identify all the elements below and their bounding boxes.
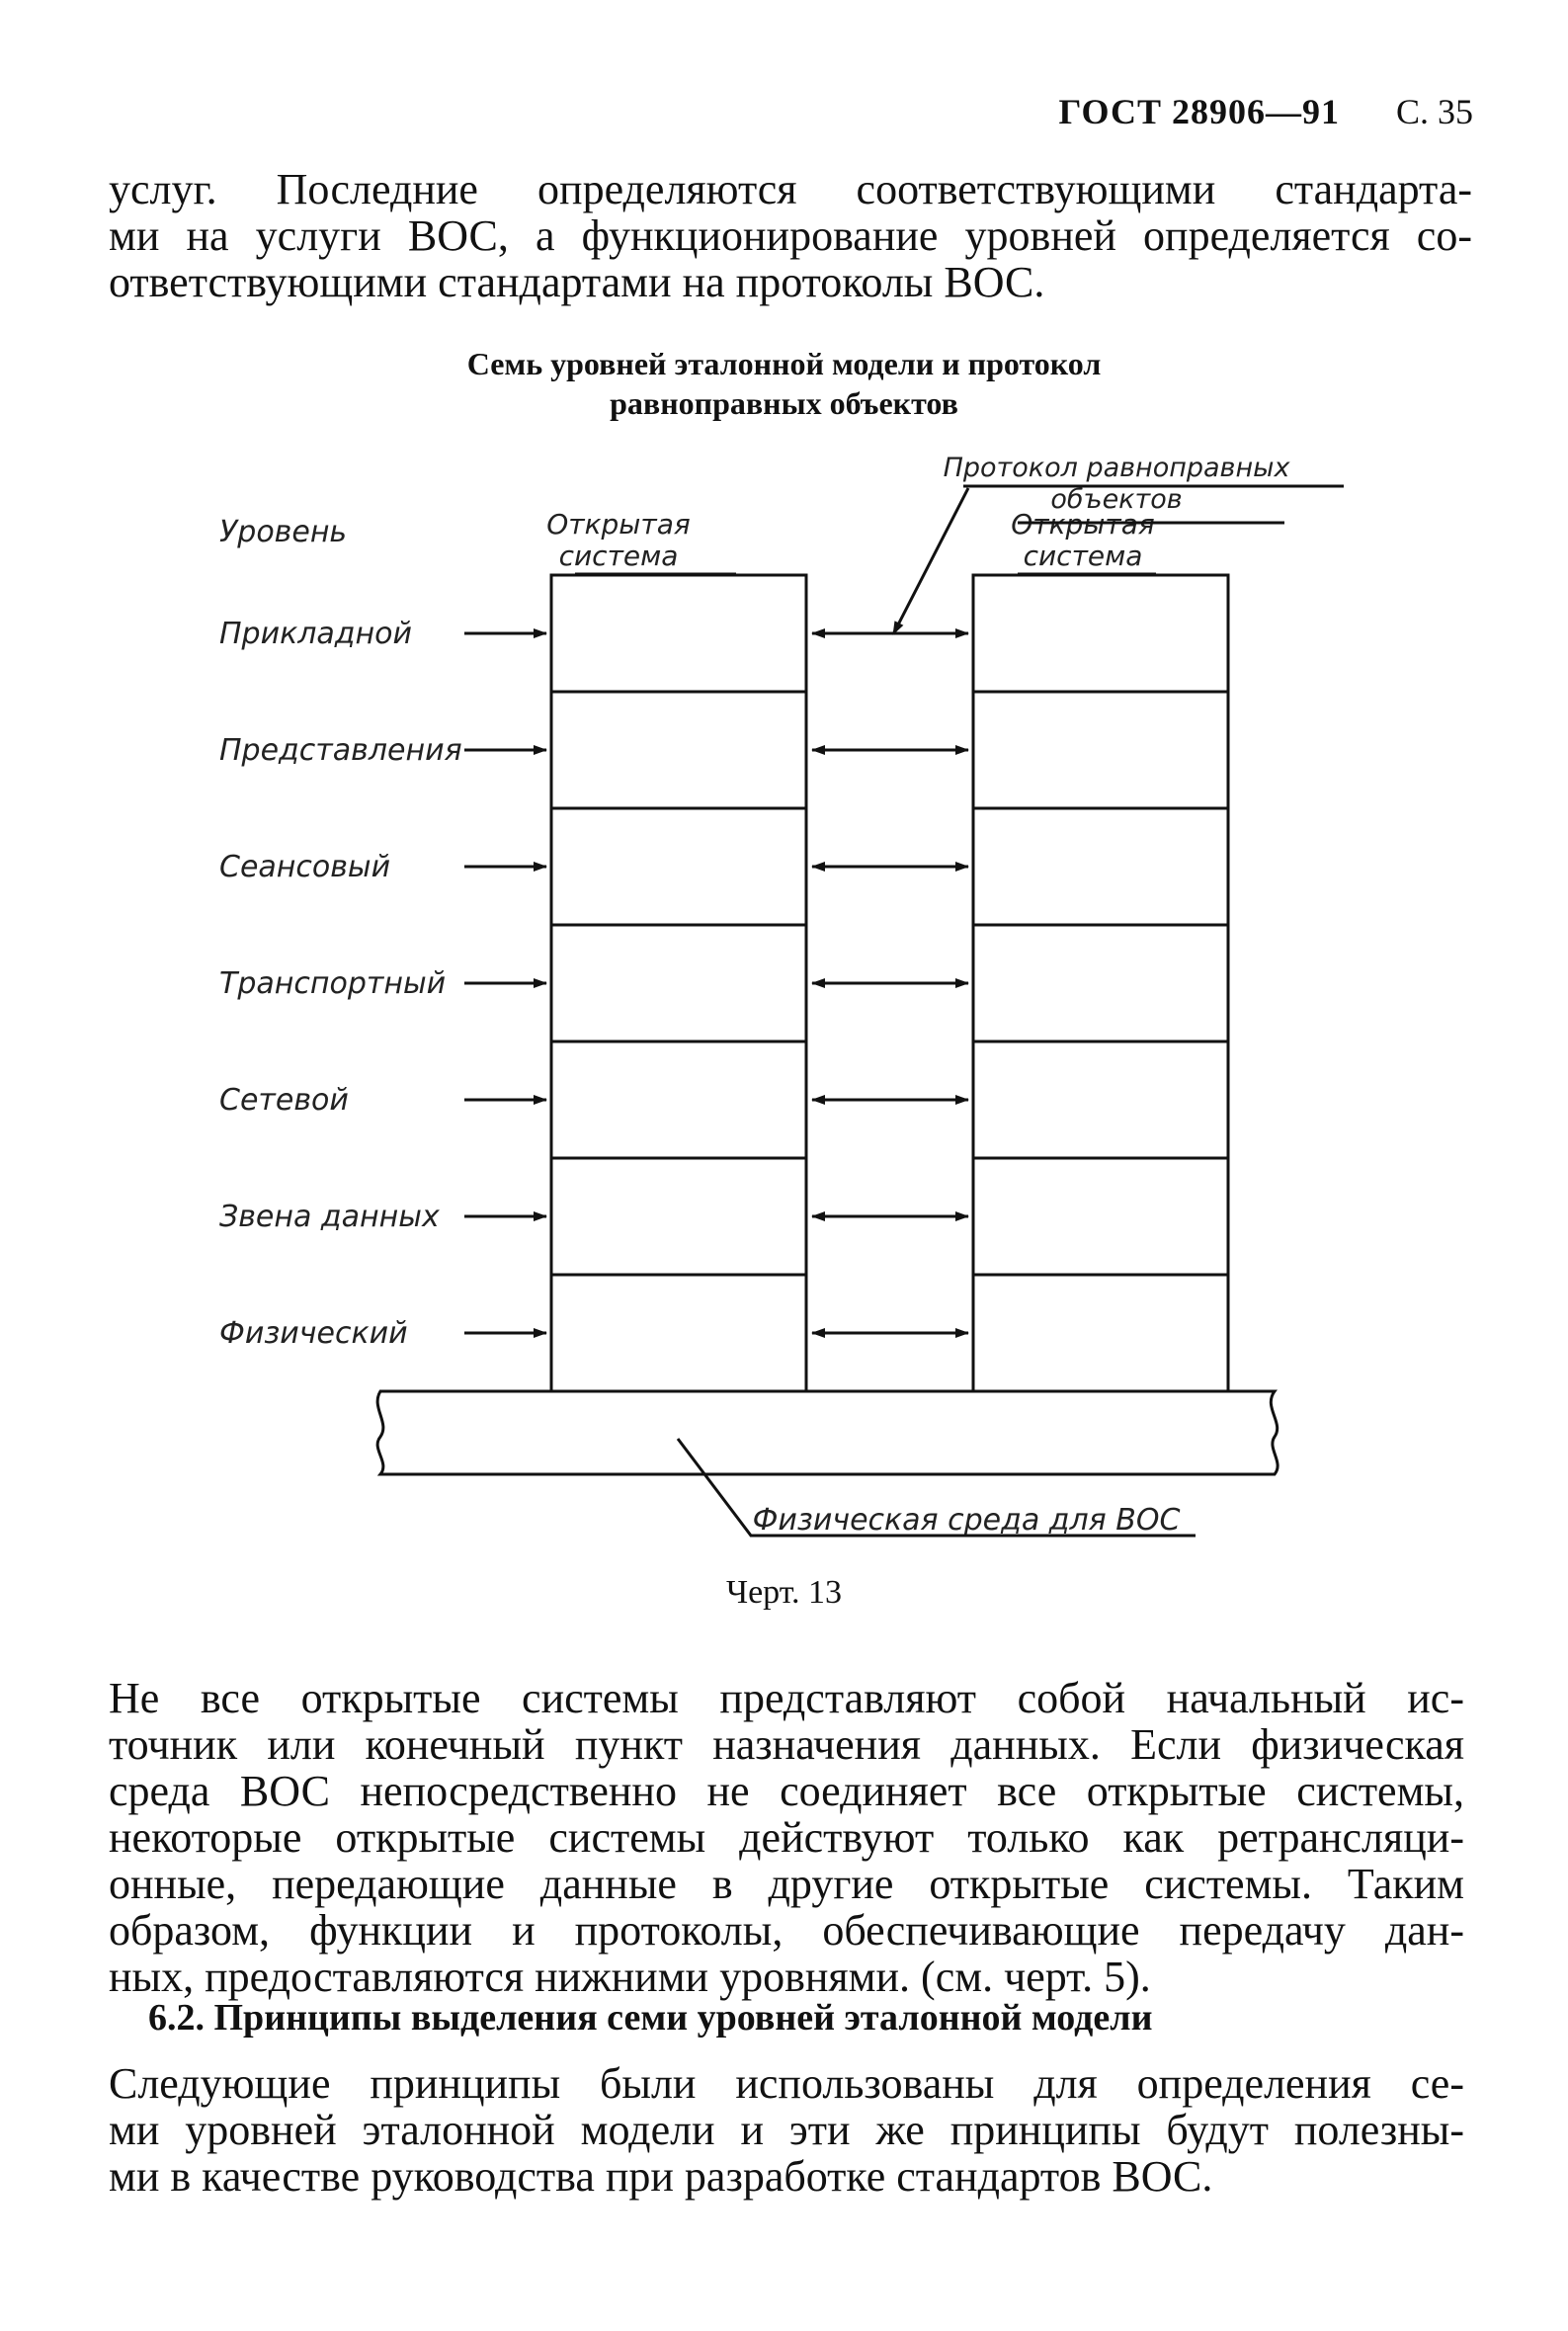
medium-label: Физическая среда для ВОС xyxy=(752,1503,1181,1538)
paragraph-line: некоторые открытые системы действуют только как ретрансляци- xyxy=(109,1813,1464,1862)
system-left-label: система xyxy=(558,540,679,572)
protocol-label: Протокол равноправных xyxy=(943,453,1290,483)
system-left-label: Открытая xyxy=(546,508,691,541)
paragraph-line: ми уровней эталонной модели и эти же принципы будут полезны- xyxy=(109,2106,1464,2154)
system-right-label: Открытая xyxy=(1011,508,1155,541)
paragraph-line: ответствующими стандартами на протоколы ВОС. xyxy=(109,258,1045,306)
open-system-right xyxy=(973,575,1228,1391)
gost-number: ГОСТ 28906—91 xyxy=(1058,92,1340,131)
figure-caption: Черт. 13 xyxy=(725,1574,843,1611)
paragraph-line: Не все открытые системы представляют собой начальный ис- xyxy=(109,1674,1464,1722)
level-label: Сеансовый xyxy=(219,850,391,884)
paragraph-line: ных, предоставляются нижними уровнями. (см. черт. 5). xyxy=(109,1953,1151,2001)
paragraph-line: точник или конечный пункт назначения данных. Если физическая xyxy=(109,1720,1464,1769)
figure-title-line: Семь уровней эталонной модели и протокол xyxy=(466,346,1102,381)
intro-paragraph xyxy=(109,166,1472,305)
paragraph-line: онные, передающие данные в другие открытые системы. Таким xyxy=(109,1860,1464,1908)
body-paragraph xyxy=(109,2060,1464,2200)
paragraph-line: ми на услуги ВОС, а функционирование уровней определяется со- xyxy=(109,211,1472,260)
figure-title-line: равноправных объектов xyxy=(610,385,958,421)
figure-title xyxy=(0,344,1568,423)
system-right-label: система xyxy=(1023,540,1143,572)
page-number: С. 35 xyxy=(1395,92,1473,131)
paragraph-line: образом, функции и протоколы, обеспечивающие передачу дан- xyxy=(109,1906,1464,1955)
level-label: Звена данных xyxy=(219,1200,440,1234)
paragraph-line: среда ВОС непосредственно не соединяет все открытые системы, xyxy=(109,1767,1464,1815)
page-header xyxy=(1059,91,1473,132)
section-heading: 6.2. Принципы выделения семи уровней эталонной модели xyxy=(148,1997,1153,2039)
paragraph-line: услуг. Последние определяются соответствующими стандарта- xyxy=(109,165,1472,213)
levels-header: Уровень xyxy=(219,515,348,549)
osi-diagram xyxy=(0,435,1568,1571)
level-label: Транспортный xyxy=(219,966,447,1001)
paragraph-line: ми в качестве руководства при разработке стандартов ВОС. xyxy=(109,2152,1213,2201)
physical-medium xyxy=(377,1391,1278,1474)
paragraph-line: Следующие принципы были использованы для определения се- xyxy=(109,2059,1464,2108)
protocol-label: объектов xyxy=(1050,484,1183,515)
level-label: Представления xyxy=(219,733,462,768)
protocol-pointer xyxy=(893,488,968,634)
level-label: Физический xyxy=(219,1316,408,1351)
level-label: Прикладной xyxy=(219,617,412,651)
level-label: Сетевой xyxy=(219,1083,349,1118)
open-system-left xyxy=(551,575,806,1391)
body-paragraph xyxy=(109,1675,1464,2000)
